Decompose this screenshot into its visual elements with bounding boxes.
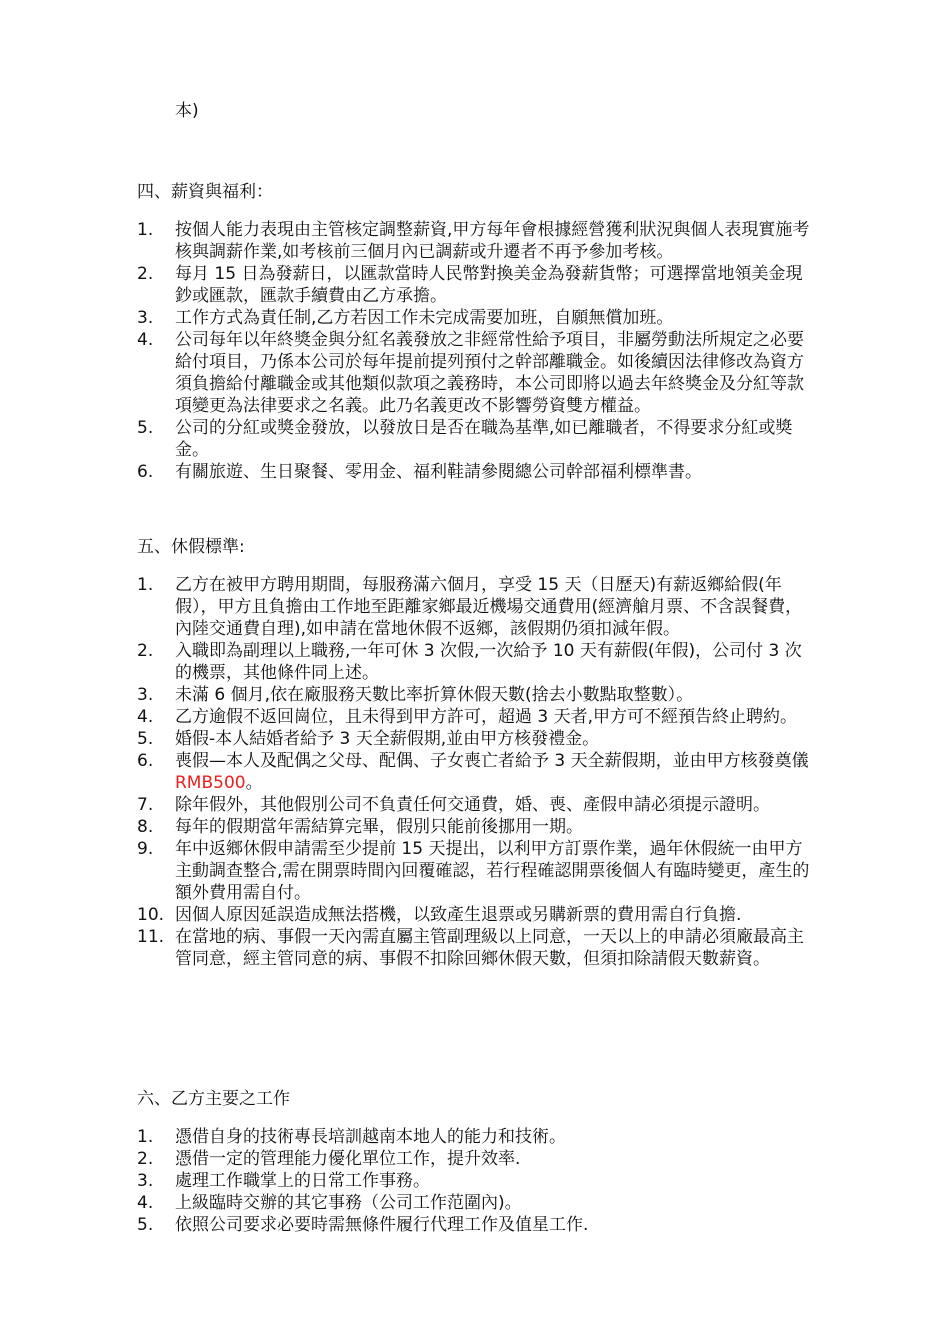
- list-item: [137, 794, 815, 816]
- list-item: [137, 904, 815, 926]
- list-item-text: 婚假-本人結婚者給予 3 天全薪假期,並由甲方核發禮金。: [175, 729, 600, 749]
- list-item-text: 乙方在被甲方聘用期間，每服務滿六個月，享受 15 天（日歷天)有薪返鄉給假(年假），甲方且負擔由工作地至距離家鄉最近機場交通費用(經濟艙月票、不含誤餐費，內陸交通費自理),如申請在當地休假不返鄉，該假期仍須扣減年假。: [175, 575, 803, 639]
- list-item-number: 8.: [137, 817, 154, 837]
- list-item-number: 7.: [137, 795, 154, 815]
- list-item: [137, 1214, 815, 1236]
- list-item: [137, 926, 815, 970]
- section-leave-standards: [137, 536, 837, 970]
- list-item: [137, 574, 815, 640]
- list-item-text: 乙方逾假不返回崗位，且未得到甲方許可，超過 3 天者,甲方可不經預告終止聘約。: [175, 707, 798, 727]
- list-item-text: 依照公司要求必要時需無條件履行代理工作及值星工作.: [175, 1215, 589, 1235]
- list-item-number: 5.: [137, 729, 154, 749]
- list-item-text: 在當地的病、事假一天內需直屬主管副理級以上同意，一天以上的申請必須廠最高主管同意，經主管同意的病、事假不扣除回鄉休假天數，但須扣除請假天數薪資。: [175, 927, 804, 969]
- list-item-number: 4.: [137, 1193, 154, 1213]
- list-item: [137, 728, 815, 750]
- list-item-number: 6.: [137, 751, 154, 771]
- list-item-text: 工作方式為責任制,乙方若因工作未完成需要加班，自願無償加班。: [175, 308, 674, 328]
- list-item-number: 3.: [137, 1171, 154, 1191]
- list-item: [137, 1148, 815, 1170]
- list-item: [137, 417, 815, 461]
- list-item-text: 憑借自身的技術專長培訓越南本地人的能力和技術。: [175, 1127, 566, 1147]
- list-item-text: 公司每年以年終獎金與分紅名義發放之非經常性給予項目，非屬勞動法所規定之必要給付項目，乃係本公司於每年提前提列預付之幹部離職金。如後續因法律修改為資方須負擔給付離職金或其他類似款項之義務時，本公司即將以過去年終獎金及分紅等款項變更為法律要求之名義。此乃名義更改不影響勞資雙方權益。: [175, 330, 804, 416]
- list-item: [137, 684, 815, 706]
- section-salary-benefits: [137, 181, 837, 483]
- list-item-text: 按個人能力表現由主管核定調整薪資,甲方每年會根據經營獲利狀況與個人表現實施考核與調薪作業,如考核前三個月內已調薪或升遷者不再予參加考核。: [175, 220, 810, 262]
- list-item-number: 1.: [137, 575, 154, 595]
- numbered-list: [137, 1126, 837, 1236]
- list-item-number: 1.: [137, 220, 154, 240]
- list-item-text: 未滿 6 個月,依在廠服務天數比率折算休假天數(捨去小數點取整數）。: [175, 685, 694, 705]
- list-item-text: 年中返鄉休假申請需至少提前 15 天提出，以利甲方訂票作業，過年休假統一由甲方主動調查整合,需在開票時間內回覆確認，若行程確認開票後個人有臨時變更，產生的額外費用需自付。: [175, 839, 810, 903]
- highlighted-amount: RMB500: [175, 773, 246, 793]
- list-item: [137, 816, 815, 838]
- list-item-text: 每月 15 日為發薪日，以匯款當時人民幣對換美金為發薪貨幣；可選擇當地領美金現鈔或匯款，匯款手續費由乙方承擔。: [175, 264, 803, 306]
- list-item: [137, 1192, 815, 1214]
- section-heading: 六、乙方主要之工作: [137, 1089, 290, 1109]
- list-item-text: 上級臨時交辦的其它事務（公司工作范圍內)。: [175, 1193, 522, 1213]
- list-item: [137, 219, 815, 263]
- list-item-number: 4.: [137, 707, 154, 727]
- list-item: [137, 640, 815, 684]
- list-item-text: 除年假外，其他假別公司不負責任何交通費，婚、喪、產假申請必須提示證明。: [175, 795, 770, 815]
- list-item-number: 5.: [137, 418, 154, 438]
- section-heading: 五、休假標準:: [137, 537, 245, 557]
- list-item: [137, 750, 815, 794]
- list-item-text: 處理工作職掌上的日常工作事務。: [175, 1171, 430, 1191]
- list-item: [137, 307, 815, 329]
- list-item: [137, 329, 815, 417]
- list-item-text: 憑借一定的管理能力優化單位工作，提升效率.: [175, 1149, 521, 1169]
- list-item-number: 2.: [137, 641, 154, 661]
- numbered-list: [137, 574, 837, 970]
- list-item-number: 5.: [137, 1215, 154, 1235]
- section-heading: 四、薪資與福利：: [137, 182, 273, 202]
- list-item-number: 9.: [137, 839, 154, 859]
- list-item: [137, 706, 815, 728]
- list-item-number: 3.: [137, 685, 154, 705]
- list-item-text-end: 。: [245, 773, 263, 793]
- list-item-number: 6.: [137, 462, 154, 482]
- section-main-duties: [137, 1088, 837, 1236]
- continuation-text: 本): [175, 101, 199, 121]
- list-item-number: 2.: [137, 1149, 154, 1169]
- list-item-number: 10.: [137, 905, 165, 925]
- list-item-number: 2.: [137, 264, 154, 284]
- list-item: [137, 263, 815, 307]
- list-item-text: 有關旅遊、生日聚餐、零用金、福利鞋請參閱總公司幹部福利標準書。: [175, 462, 702, 482]
- list-item: [137, 838, 815, 904]
- list-item-text: 每年的假期當年需結算完畢，假別只能前後挪用一期。: [175, 817, 583, 837]
- list-item: [137, 461, 815, 483]
- list-item-text: 公司的分紅或獎金發放，以發放日是否在職為基準,如已離職者，不得要求分紅或獎金。: [175, 418, 793, 460]
- list-item-number: 1.: [137, 1127, 154, 1147]
- list-item: [137, 1126, 815, 1148]
- list-item-text: 因個人原因延誤造成無法搭機，以致產生退票或另購新票的費用需自行負擔.: [175, 905, 742, 925]
- list-item: [137, 1170, 815, 1192]
- list-item-text: 入職即為副理以上職務,一年可休 3 次假,一次給予 10 天有薪假(年假)，公司付 3 次的機票，其他條件同上述。: [175, 641, 802, 683]
- numbered-list: [137, 219, 837, 483]
- list-item-number: 11.: [137, 927, 165, 947]
- list-item-text: 喪假—本人及配偶之父母、配偶、子女喪亡者給予 3 天全薪假期，並由甲方核發奠儀: [175, 751, 809, 771]
- list-item-number: 3.: [137, 308, 154, 328]
- list-item-number: 4.: [137, 330, 154, 350]
